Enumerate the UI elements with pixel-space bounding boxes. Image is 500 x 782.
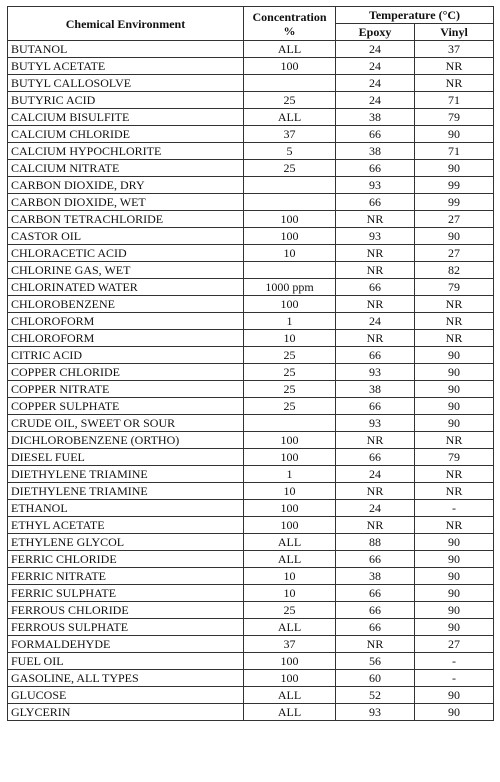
chemical-name-cell: CHLOROFORM bbox=[8, 330, 244, 347]
vinyl-temperature-cell: 27 bbox=[415, 211, 494, 228]
vinyl-temperature-cell: 90 bbox=[415, 347, 494, 364]
table-row bbox=[8, 92, 494, 109]
vinyl-temperature-cell: 37 bbox=[415, 41, 494, 58]
epoxy-temperature-cell: 38 bbox=[336, 143, 415, 160]
vinyl-temperature-cell: NR bbox=[415, 296, 494, 313]
concentration-cell bbox=[244, 194, 336, 211]
epoxy-temperature-cell: NR bbox=[336, 517, 415, 534]
epoxy-temperature-cell: 66 bbox=[336, 551, 415, 568]
table-row bbox=[8, 653, 494, 670]
vinyl-temperature-cell: 90 bbox=[415, 602, 494, 619]
concentration-cell bbox=[244, 75, 336, 92]
chemical-name-cell: FERRIC CHLORIDE bbox=[8, 551, 244, 568]
epoxy-temperature-cell: 66 bbox=[336, 449, 415, 466]
table-row bbox=[8, 602, 494, 619]
chemical-name-cell: ETHYLENE GLYCOL bbox=[8, 534, 244, 551]
table-row bbox=[8, 296, 494, 313]
table-row bbox=[8, 415, 494, 432]
vinyl-temperature-cell: 99 bbox=[415, 194, 494, 211]
vinyl-temperature-cell: 90 bbox=[415, 568, 494, 585]
concentration-cell: 100 bbox=[244, 449, 336, 466]
concentration-cell: ALL bbox=[244, 551, 336, 568]
table-row bbox=[8, 364, 494, 381]
table-row bbox=[8, 704, 494, 721]
table-header bbox=[8, 7, 494, 41]
chemical-name-cell: DICHLOROBENZENE (ORTHO) bbox=[8, 432, 244, 449]
table-row bbox=[8, 500, 494, 517]
epoxy-temperature-cell: 24 bbox=[336, 500, 415, 517]
epoxy-temperature-cell: 66 bbox=[336, 619, 415, 636]
chemical-name-cell: BUTYL CALLOSOLVE bbox=[8, 75, 244, 92]
chemical-resistance-table-container bbox=[7, 6, 493, 721]
concentration-cell: 25 bbox=[244, 92, 336, 109]
concentration-cell: ALL bbox=[244, 704, 336, 721]
epoxy-temperature-cell: 66 bbox=[336, 160, 415, 177]
concentration-cell: 10 bbox=[244, 585, 336, 602]
vinyl-temperature-cell: 79 bbox=[415, 449, 494, 466]
epoxy-temperature-cell: 66 bbox=[336, 585, 415, 602]
chemical-name-cell: CHLORINATED WATER bbox=[8, 279, 244, 296]
chemical-name-cell: GLYCERIN bbox=[8, 704, 244, 721]
concentration-cell: 25 bbox=[244, 398, 336, 415]
chemical-name-cell: CHLORINE GAS, WET bbox=[8, 262, 244, 279]
table-row bbox=[8, 517, 494, 534]
header-concentration: Concentration % bbox=[244, 7, 336, 41]
chemical-name-cell: BUTYRIC ACID bbox=[8, 92, 244, 109]
vinyl-temperature-cell: 90 bbox=[415, 534, 494, 551]
concentration-cell: 100 bbox=[244, 653, 336, 670]
table-row bbox=[8, 432, 494, 449]
chemical-name-cell: DIESEL FUEL bbox=[8, 449, 244, 466]
vinyl-temperature-cell: 27 bbox=[415, 245, 494, 262]
table-row bbox=[8, 687, 494, 704]
epoxy-temperature-cell: 52 bbox=[336, 687, 415, 704]
table-row bbox=[8, 636, 494, 653]
vinyl-temperature-cell: 90 bbox=[415, 228, 494, 245]
table-row bbox=[8, 177, 494, 194]
vinyl-temperature-cell: 99 bbox=[415, 177, 494, 194]
concentration-cell: 100 bbox=[244, 296, 336, 313]
table-row bbox=[8, 109, 494, 126]
concentration-cell: 100 bbox=[244, 670, 336, 687]
vinyl-temperature-cell: 27 bbox=[415, 636, 494, 653]
epoxy-temperature-cell: 93 bbox=[336, 177, 415, 194]
epoxy-temperature-cell: 60 bbox=[336, 670, 415, 687]
epoxy-temperature-cell: NR bbox=[336, 245, 415, 262]
concentration-cell: ALL bbox=[244, 534, 336, 551]
epoxy-temperature-cell: NR bbox=[336, 636, 415, 653]
concentration-cell bbox=[244, 262, 336, 279]
concentration-cell: 10 bbox=[244, 245, 336, 262]
concentration-cell: 25 bbox=[244, 160, 336, 177]
concentration-cell: ALL bbox=[244, 41, 336, 58]
epoxy-temperature-cell: NR bbox=[336, 211, 415, 228]
epoxy-temperature-cell: NR bbox=[336, 432, 415, 449]
chemical-name-cell: FERRIC SULPHATE bbox=[8, 585, 244, 602]
chemical-name-cell: CARBON DIOXIDE, WET bbox=[8, 194, 244, 211]
table-row bbox=[8, 228, 494, 245]
epoxy-temperature-cell: 66 bbox=[336, 194, 415, 211]
epoxy-temperature-cell: 66 bbox=[336, 126, 415, 143]
concentration-cell: 1 bbox=[244, 313, 336, 330]
table-row bbox=[8, 449, 494, 466]
concentration-cell: ALL bbox=[244, 109, 336, 126]
chemical-name-cell: FERROUS SULPHATE bbox=[8, 619, 244, 636]
header-epoxy: Epoxy bbox=[336, 24, 415, 41]
table-row bbox=[8, 568, 494, 585]
concentration-cell: 25 bbox=[244, 347, 336, 364]
table-row bbox=[8, 619, 494, 636]
epoxy-temperature-cell: 24 bbox=[336, 466, 415, 483]
table-row bbox=[8, 58, 494, 75]
chemical-name-cell: CHLOROBENZENE bbox=[8, 296, 244, 313]
epoxy-temperature-cell: NR bbox=[336, 296, 415, 313]
epoxy-temperature-cell: 88 bbox=[336, 534, 415, 551]
chemical-name-cell: CITRIC ACID bbox=[8, 347, 244, 364]
epoxy-temperature-cell: 24 bbox=[336, 75, 415, 92]
concentration-cell: 100 bbox=[244, 58, 336, 75]
header-vinyl: Vinyl bbox=[415, 24, 494, 41]
chemical-name-cell: FERROUS CHLORIDE bbox=[8, 602, 244, 619]
epoxy-temperature-cell: 93 bbox=[336, 415, 415, 432]
vinyl-temperature-cell: NR bbox=[415, 313, 494, 330]
epoxy-temperature-cell: 24 bbox=[336, 92, 415, 109]
epoxy-temperature-cell: 24 bbox=[336, 58, 415, 75]
chemical-resistance-table bbox=[7, 6, 494, 721]
chemical-name-cell: COPPER CHLORIDE bbox=[8, 364, 244, 381]
chemical-name-cell: DIETHYLENE TRIAMINE bbox=[8, 483, 244, 500]
table-row bbox=[8, 670, 494, 687]
table-row bbox=[8, 75, 494, 92]
concentration-cell: 25 bbox=[244, 364, 336, 381]
table-row bbox=[8, 551, 494, 568]
concentration-cell: 100 bbox=[244, 211, 336, 228]
table-row bbox=[8, 211, 494, 228]
table-body bbox=[8, 41, 494, 721]
concentration-cell: 100 bbox=[244, 432, 336, 449]
chemical-name-cell: FUEL OIL bbox=[8, 653, 244, 670]
epoxy-temperature-cell: 38 bbox=[336, 568, 415, 585]
concentration-cell: 1000 ppm bbox=[244, 279, 336, 296]
vinyl-temperature-cell: 90 bbox=[415, 619, 494, 636]
epoxy-temperature-cell: 66 bbox=[336, 347, 415, 364]
concentration-cell: 5 bbox=[244, 143, 336, 160]
table-row bbox=[8, 143, 494, 160]
epoxy-temperature-cell: 93 bbox=[336, 364, 415, 381]
concentration-cell: ALL bbox=[244, 687, 336, 704]
table-row bbox=[8, 279, 494, 296]
chemical-name-cell: ETHYL ACETATE bbox=[8, 517, 244, 534]
concentration-cell: 10 bbox=[244, 483, 336, 500]
table-row bbox=[8, 194, 494, 211]
epoxy-temperature-cell: 66 bbox=[336, 602, 415, 619]
vinyl-temperature-cell: NR bbox=[415, 330, 494, 347]
chemical-name-cell: ETHANOL bbox=[8, 500, 244, 517]
table-row bbox=[8, 160, 494, 177]
epoxy-temperature-cell: NR bbox=[336, 483, 415, 500]
epoxy-temperature-cell: 66 bbox=[336, 279, 415, 296]
chemical-name-cell: DIETHYLENE TRIAMINE bbox=[8, 466, 244, 483]
vinyl-temperature-cell: - bbox=[415, 653, 494, 670]
concentration-cell: 10 bbox=[244, 568, 336, 585]
table-row bbox=[8, 126, 494, 143]
vinyl-temperature-cell: 90 bbox=[415, 126, 494, 143]
table-row bbox=[8, 245, 494, 262]
header-temperature: Temperature (°C) bbox=[336, 7, 494, 24]
chemical-name-cell: GLUCOSE bbox=[8, 687, 244, 704]
vinyl-temperature-cell: 71 bbox=[415, 92, 494, 109]
vinyl-temperature-cell: 79 bbox=[415, 279, 494, 296]
vinyl-temperature-cell: 90 bbox=[415, 585, 494, 602]
table-row bbox=[8, 347, 494, 364]
vinyl-temperature-cell: 82 bbox=[415, 262, 494, 279]
chemical-name-cell: BUTYL ACETATE bbox=[8, 58, 244, 75]
table-row bbox=[8, 262, 494, 279]
epoxy-temperature-cell: 56 bbox=[336, 653, 415, 670]
epoxy-temperature-cell: 24 bbox=[336, 41, 415, 58]
table-row bbox=[8, 534, 494, 551]
vinyl-temperature-cell: NR bbox=[415, 58, 494, 75]
vinyl-temperature-cell: NR bbox=[415, 75, 494, 92]
header-chemical-environment: Chemical Environment bbox=[8, 7, 244, 41]
vinyl-temperature-cell: 90 bbox=[415, 415, 494, 432]
epoxy-temperature-cell: 93 bbox=[336, 704, 415, 721]
table-row bbox=[8, 585, 494, 602]
concentration-cell bbox=[244, 177, 336, 194]
chemical-name-cell: CALCIUM CHLORIDE bbox=[8, 126, 244, 143]
epoxy-temperature-cell: 93 bbox=[336, 228, 415, 245]
vinyl-temperature-cell: 71 bbox=[415, 143, 494, 160]
concentration-cell: 37 bbox=[244, 126, 336, 143]
epoxy-temperature-cell: 38 bbox=[336, 109, 415, 126]
concentration-cell: 100 bbox=[244, 500, 336, 517]
epoxy-temperature-cell: 66 bbox=[336, 398, 415, 415]
epoxy-temperature-cell: 38 bbox=[336, 381, 415, 398]
chemical-name-cell: CALCIUM BISULFITE bbox=[8, 109, 244, 126]
vinyl-temperature-cell: 90 bbox=[415, 551, 494, 568]
chemical-name-cell: CASTOR OIL bbox=[8, 228, 244, 245]
chemical-name-cell: FERRIC NITRATE bbox=[8, 568, 244, 585]
concentration-cell: 10 bbox=[244, 330, 336, 347]
vinyl-temperature-cell: NR bbox=[415, 432, 494, 449]
table-row bbox=[8, 398, 494, 415]
chemical-name-cell: CALCIUM HYPOCHLORITE bbox=[8, 143, 244, 160]
epoxy-temperature-cell: NR bbox=[336, 330, 415, 347]
table-row bbox=[8, 41, 494, 58]
table-row bbox=[8, 330, 494, 347]
vinyl-temperature-cell: 90 bbox=[415, 364, 494, 381]
table-row bbox=[8, 381, 494, 398]
concentration-cell: 100 bbox=[244, 517, 336, 534]
concentration-cell bbox=[244, 415, 336, 432]
concentration-cell: 25 bbox=[244, 602, 336, 619]
vinyl-temperature-cell: 90 bbox=[415, 398, 494, 415]
table-row bbox=[8, 466, 494, 483]
concentration-cell: 100 bbox=[244, 228, 336, 245]
concentration-cell: 1 bbox=[244, 466, 336, 483]
vinyl-temperature-cell: 90 bbox=[415, 381, 494, 398]
chemical-name-cell: CRUDE OIL, SWEET OR SOUR bbox=[8, 415, 244, 432]
chemical-name-cell: BUTANOL bbox=[8, 41, 244, 58]
vinyl-temperature-cell: 90 bbox=[415, 704, 494, 721]
chemical-name-cell: FORMALDEHYDE bbox=[8, 636, 244, 653]
chemical-name-cell: GASOLINE, ALL TYPES bbox=[8, 670, 244, 687]
chemical-name-cell: CARBON TETRACHLORIDE bbox=[8, 211, 244, 228]
vinyl-temperature-cell: - bbox=[415, 500, 494, 517]
table-row bbox=[8, 313, 494, 330]
chemical-name-cell: CALCIUM NITRATE bbox=[8, 160, 244, 177]
epoxy-temperature-cell: 24 bbox=[336, 313, 415, 330]
epoxy-temperature-cell: NR bbox=[336, 262, 415, 279]
vinyl-temperature-cell: 90 bbox=[415, 687, 494, 704]
concentration-cell: 25 bbox=[244, 381, 336, 398]
chemical-name-cell: COPPER NITRATE bbox=[8, 381, 244, 398]
chemical-name-cell: COPPER SULPHATE bbox=[8, 398, 244, 415]
vinyl-temperature-cell: NR bbox=[415, 466, 494, 483]
chemical-name-cell: CHLORACETIC ACID bbox=[8, 245, 244, 262]
chemical-name-cell: CARBON DIOXIDE, DRY bbox=[8, 177, 244, 194]
vinyl-temperature-cell: NR bbox=[415, 517, 494, 534]
table-row bbox=[8, 483, 494, 500]
vinyl-temperature-cell: NR bbox=[415, 483, 494, 500]
chemical-name-cell: CHLOROFORM bbox=[8, 313, 244, 330]
concentration-cell: 37 bbox=[244, 636, 336, 653]
vinyl-temperature-cell: 90 bbox=[415, 160, 494, 177]
vinyl-temperature-cell: - bbox=[415, 670, 494, 687]
vinyl-temperature-cell: 79 bbox=[415, 109, 494, 126]
concentration-cell: ALL bbox=[244, 619, 336, 636]
